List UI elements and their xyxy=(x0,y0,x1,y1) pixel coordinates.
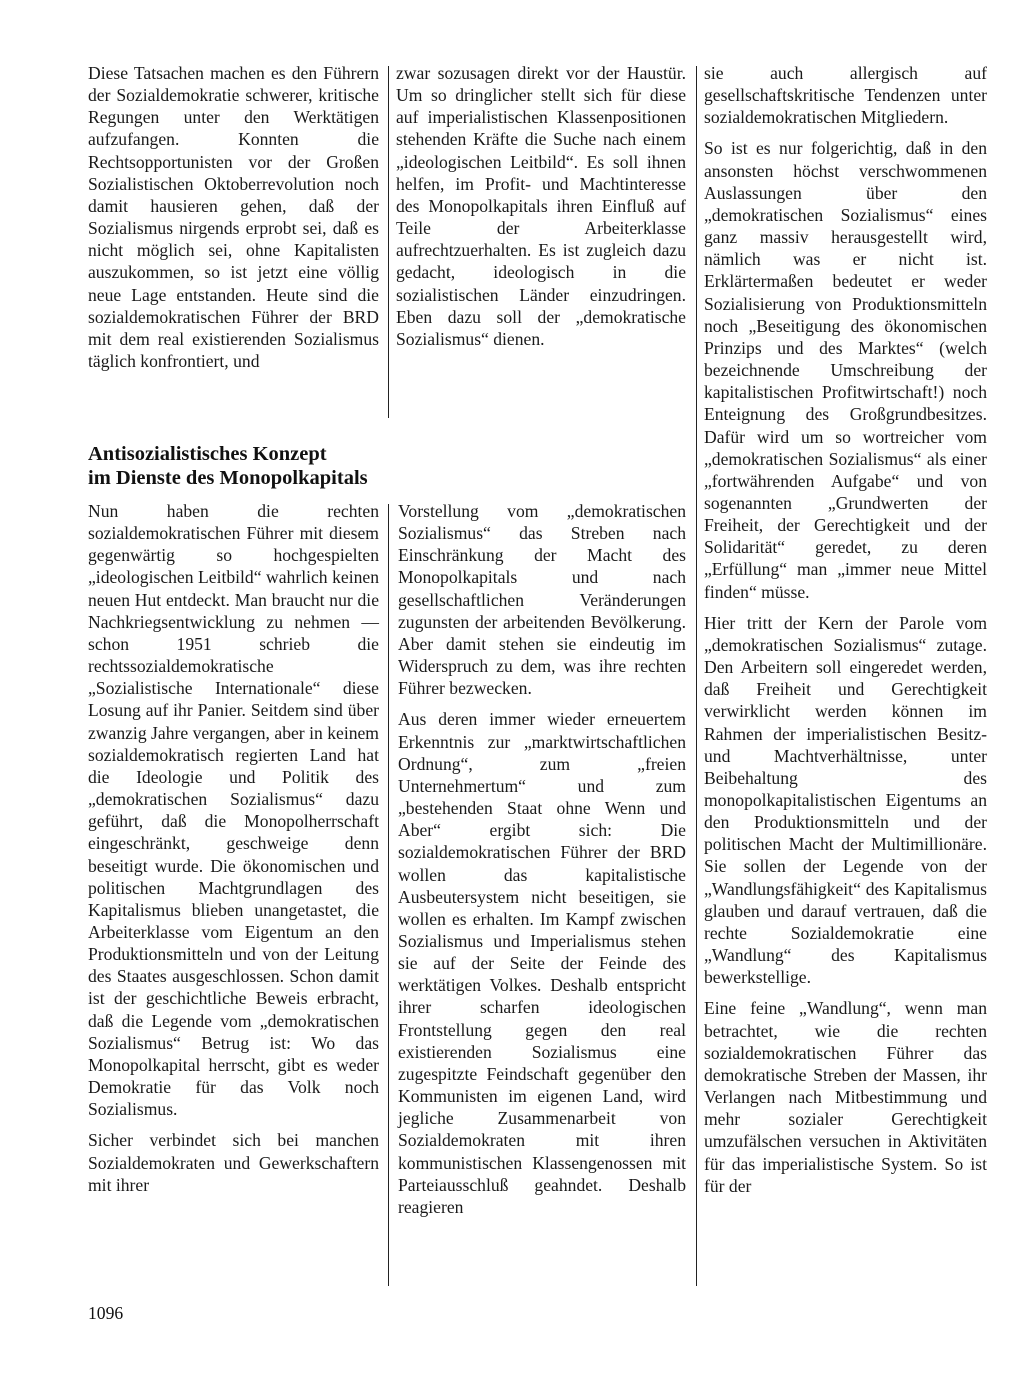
column-1-top-left xyxy=(88,62,379,372)
column-2-top-middle xyxy=(396,62,686,350)
paragraph: Hier tritt der Kern der Parole vom „demokratischen Sozialismus“ zutage. Den Arbeitern soll eingeredet werden, daß Freiheit und Gerechtigkeit verwirklicht werden können im Rahmen der imperialistischen Besitz- und Machtverhältnisse, unter Beibehaltung des monopolkapitalistischen Eigentums an den Produktionsmitteln und der politischen Macht der Multimillionäre. Sie sollen der Legende von der „Wandlungsfähigkeit“ des Kapitalismus glauben und darauf vertrauen, daß die rechte Sozialdemokratie eine „Wandlung“ des Kapitalismus bewerkstellige. xyxy=(704,612,987,988)
column-divider-bottom xyxy=(388,504,389,1286)
column-divider-top xyxy=(388,66,389,418)
column-divider-right xyxy=(696,66,697,1286)
paragraph: Diese Tatsachen machen es den Führern der Sozialdemokratie schwerer, kritische Regungen unter den Werktätigen aufzufangen. Konnten die Rechtsopportunisten vor der Großen Sozialistischen Oktoberrevolution noch damit hausieren gehen, daß der Sozialismus nirgends erprobt sei, daß es nicht möglich sei, ohne Kapitalisten auszukommen, so ist jetzt eine völlig neue Lage entstanden. Heute sind die sozialdemokratischen Führer der BRD mit dem real existierenden Sozialismus täglich konfrontiert, und xyxy=(88,63,379,372)
page-number: 1096 xyxy=(88,1303,124,1323)
paragraph: Vorstellung vom „demokratischen Sozialismus“ das Streben nach Einschränkung der Macht des Monopolkapitals und nach gesellschaftlichen Veränderungen zugunsten der arbeitenden Bevölkerung. Aber damit stehen sie eindeutig im Widerspruch zu dem, was ihre rechten Führer bezwecken. xyxy=(398,501,686,699)
paragraph: sie auch allergisch auf gesellschaftskritische Tendenzen unter sozialdemokratischen Mitgliedern. xyxy=(704,63,987,128)
column-5-bottom-middle xyxy=(398,500,686,1218)
section-heading xyxy=(88,442,688,490)
section-heading-line-1: Antisozialistisches Konzept xyxy=(88,443,327,465)
paragraph: Eine feine „Wandlung“, wenn man betrachtet, wie die rechten sozialdemokratischen Führer das demokratische Streben der Massen, ihr Verlangen nach Mitbestimmung und mehr sozialer Gerechtigkeit umzufälschen versuchen in Aktivitäten für das imperialistische System. So ist für der xyxy=(704,998,987,1196)
section-heading-line-2: im Dienste des Monopolkapitals xyxy=(88,467,368,489)
paragraph: So ist es nur folgerichtig, daß in den ansonsten höchst verschwommenen Auslassungen über den „demokratischen Sozialismus“ eines ganz massiv herausgestellt wird, nämlich was er nicht ist. Erklärtermaßen bedeutet er weder Sozialisierung von Produktionsmitteln noch „Beseitigung des ökonomischen Prinzips und des Marktes“ (welch bezeichnende Umschreibung der kapitalistischen Profitwirtschaft!) noch Enteignung des Großgrundbesitzes. Dafür wird um so wortreicher vom „demokratischen Sozialismus“ als einer „fortwährenden Aufgabe“ und von sogenannten „Grundwerten der Freiheit, der Gerechtigkeit und der Solidarität“ geredet, zu deren „Erfüllung“ man „immer neue Mittel finden“ müsse. xyxy=(704,138,987,602)
column-4-bottom-left xyxy=(88,500,379,1196)
paragraph: Aus deren immer wieder erneuertem Erkenntnis zur „marktwirtschaftlichen Ordnung“, zum „freien Unternehmertum“ und zum „bestehenden Staat ohne Wenn und Aber“ ergibt sich: Die sozialdemokratischen Führer der BRD wollen das kapitalistische Ausbeutersystem nicht beseitigen, sie wollen es erhalten. Im Kampf zwischen Sozialismus und Imperialismus stehen sie auf der Seite der Feinde des werktätigen Volkes. Deshalb entspricht ihrer scharfen ideologischen Frontstellung gegen den real existierenden Sozialismus eine zugespitzte Feindschaft gegenüber den Kommunisten im eigenen Land, wird jegliche Zusammenarbeit von Sozialdemokraten mit ihren kommunistischen Klassengenossen mit Parteiausschluß geahndet. Deshalb reagieren xyxy=(398,709,686,1217)
paragraph: Sicher verbindet sich bei manchen Sozialdemokraten und Gewerkschaftern mit ihrer xyxy=(88,1130,379,1195)
paragraph: Nun haben die rechten sozialdemokratischen Führer mit diesem gegenwärtig so hochgespielten „ideologischen Leitbild“ wahrlich keinen neuen Hut entdeckt. Man braucht nur die Nachkriegsentwicklung zu nehmen — schon 1951 schrieb die rechtssozialdemokratische „Sozialistische Internationale“ diese Losung auf ihr Panier. Seitdem sind über zwanzig Jahre vergangen, aber in keinem sozialdemokratisch regierten Land hat die Ideologie und Politik des „demokratischen Sozialismus“ dazu geführt, daß die Monopolherrschaft eingeschränkt, geschweige denn beseitigt wurde. Die ökonomischen und politischen Machtgrundlagen des Kapitalismus blieben unangetastet, die Arbeiterklasse vom Eigentum an den Produktionsmitteln und von der Leitung des Staates ausgeschlossen. Schon damit ist der geschichtliche Beweis erbracht, daß die Legende vom „demokratischen Sozialismus“ Betrug ist: Wo das Monopolkapital herrscht, gibt es weder Demokratie für das Volk noch Sozialismus. xyxy=(88,501,379,1120)
column-3-right xyxy=(704,62,987,1197)
paragraph: zwar sozusagen direkt vor der Haustür. Um so dringlicher stellt sich für diese auf imperialistischen Klassenpositionen stehenden Kräfte die Suche nach einem „ideologischen Leitbild“. Es soll ihnen helfen, im Profit- und Machtinteresse des Monopolkapitals ihren Einfluß auf Teile der Arbeiterklasse aufrechtzuerhalten. Es ist zugleich dazu gedacht, ideologisch in die sozialistischen Länder einzudringen. Eben dazu soll der „demokratische Sozialismus“ dienen. xyxy=(396,63,686,349)
